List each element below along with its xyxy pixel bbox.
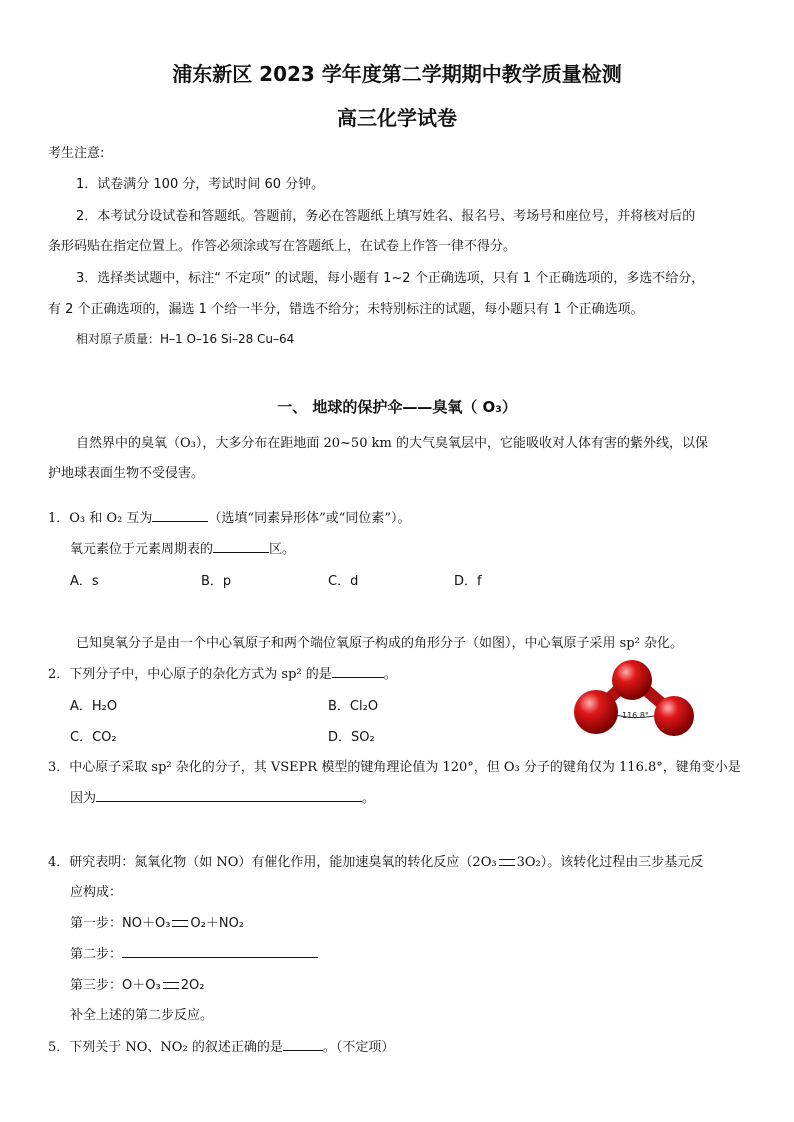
q3-line2-pre: 因为	[70, 791, 97, 806]
question-2-stem	[48, 663, 397, 682]
q4-step2-label: 第二步：	[70, 947, 123, 962]
q4-line1-pre: 4．研究表明：氮氧化物（如 NO）有催化作用，能加速臭氧的转化反应（2O₃	[48, 855, 497, 870]
notice-item-2a: 2．本考试分设试卷和答题纸。答题前，务必在答题纸上填写姓名、报名号、考场号和座位号，并将核对后的	[76, 209, 696, 224]
notice-item-1: 1．试卷满分 100 分，考试时间 60 分钟。	[76, 177, 325, 192]
q1-option-b[interactable]: B．p	[201, 574, 232, 589]
exam-title: 浦东新区 2023 学年度第二学期期中教学质量检测	[172, 62, 622, 86]
q2-option-c[interactable]: C．CO₂	[70, 730, 117, 745]
q4-step3-pre: 第三步：O＋O₃	[70, 978, 161, 993]
exam-subtitle: 高三化学试卷	[337, 106, 457, 130]
q2-option-b[interactable]: B．Cl₂O	[328, 699, 379, 714]
section-heading: 一、 地球的保护伞——臭氧（ O₃）	[277, 398, 517, 416]
atomic-mass-line: 相对原子质量：H–1 O–16 Si–28 Cu–64	[76, 332, 295, 346]
q1-option-d[interactable]: D．f	[454, 574, 482, 589]
q2-text-post: 。	[383, 667, 397, 682]
q1-answer-blank-1[interactable]	[152, 507, 208, 522]
q4-step1-post: O₂＋NO₂	[190, 916, 245, 931]
bond-angle-label: 116.8°	[622, 711, 649, 720]
q1-option-c[interactable]: C．d	[328, 574, 359, 589]
q1-text-pre: 1．O₃ 和 O₂ 互为	[48, 511, 153, 526]
question-4-line1	[48, 851, 703, 870]
q4-step2-answer-blank[interactable]	[122, 943, 318, 958]
q5-text-pre: 5．下列关于 NO、NO₂ 的叙述正确的是	[48, 1040, 283, 1055]
reaction-equals-sign	[499, 859, 515, 866]
terminal-oxygen-atom-left	[574, 690, 618, 734]
section-intro-a: 自然界中的臭氧（O₃），大多分布在距地面 20~50 km 的大气臭氧层中，它能吸收对人体有害的紫外线，以保	[76, 436, 708, 451]
question-5-stem	[48, 1036, 394, 1055]
question-1-stem	[48, 507, 411, 526]
q1-line2-pre: 氧元素位于元素周期表的	[70, 542, 214, 557]
q1-answer-blank-2[interactable]	[213, 538, 269, 553]
q3-answer-blank[interactable]	[96, 787, 362, 802]
q4-step-2	[70, 943, 318, 962]
question-4-line2: 应构成：	[70, 885, 123, 900]
q5-answer-blank[interactable]	[283, 1036, 323, 1051]
q4-step-3	[70, 974, 204, 993]
step3-equals-sign	[163, 982, 179, 989]
q1-text-post: （选填“同素异形体”或“同位素”）。	[208, 511, 411, 526]
section-intro-b: 护地球表面生物不受侵害。	[48, 466, 205, 481]
q4-step-1	[70, 912, 244, 931]
q2-option-d[interactable]: D．SO₂	[328, 730, 375, 745]
q5-text-post: 。（不定项）	[322, 1040, 395, 1055]
question-3-line1: 3．中心原子采取 sp² 杂化的分子，其 VSEPR 模型的键角理论值为 120°，但 O₃ 分子的键角仅为 116.8°，键角变小是	[48, 760, 741, 775]
step1-equals-sign	[172, 920, 188, 927]
notice-item-2b: 条形码贴在指定位置上。作答必须涂或写在答题纸上，在试卷上作答一律不得分。	[48, 239, 517, 254]
notice-item-3b: 有 2 个正确选项的，漏选 1 个给一半分，错选不给分；未特别标注的试题，每小题只有 1 个正确选项。	[48, 302, 644, 317]
question-3-line2	[70, 787, 375, 806]
q4-step1-pre: 第一步：NO＋O₃	[70, 916, 171, 931]
q1-line2-post: 区。	[269, 542, 296, 557]
q4-line1-post: 3O₂）。该转化过程由三步基元反	[516, 855, 704, 870]
q2-answer-blank[interactable]	[332, 663, 384, 678]
terminal-oxygen-atom-right	[654, 696, 694, 736]
q2-option-a[interactable]: A．H₂O	[70, 699, 118, 714]
q4-instruction: 补全上述的第二步反应。	[70, 1008, 214, 1023]
ozone-molecule-figure	[568, 656, 700, 740]
q4-step3-post: 2O₂	[180, 978, 205, 993]
notice-label: 考生注意:	[48, 146, 105, 161]
question-1-line2	[70, 538, 295, 557]
notice-item-3a: 3．选择类试题中，标注“ 不定项” 的试题，每小题有 1~2 个正确选项，只有 1 个正确选项的，多选不给分，	[76, 271, 705, 286]
q1-option-a[interactable]: A．s	[70, 574, 99, 589]
q3-line2-post: 。	[362, 791, 376, 806]
ozone-structure-context: 已知臭氧分子是由一个中心氧原子和两个端位氧原子构成的角形分子（如图），中心氧原子采用 sp² 杂化。	[76, 636, 683, 651]
central-oxygen-atom	[612, 660, 652, 700]
q2-text-pre: 2．下列分子中，中心原子的杂化方式为 sp² 的是	[48, 667, 332, 682]
